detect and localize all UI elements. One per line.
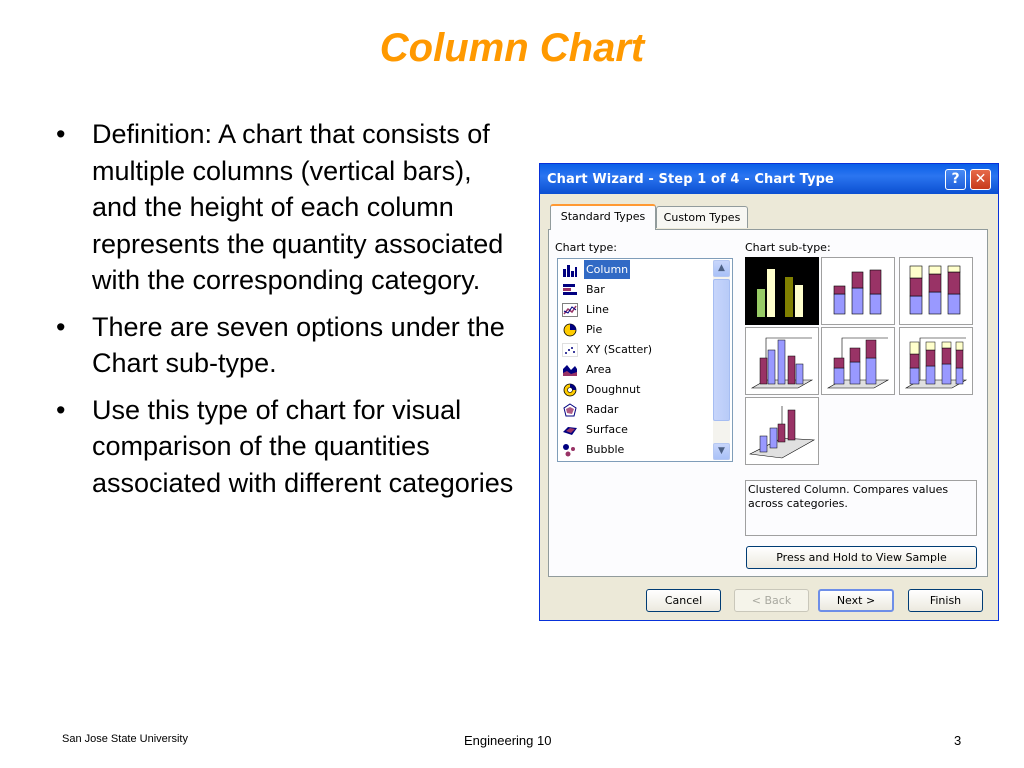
3d-stacked-column-icon [822, 328, 894, 394]
chart-wizard-dialog [539, 163, 999, 621]
3d-clustered-column-icon [746, 328, 818, 394]
list-item-label: Area [586, 363, 612, 376]
line-chart-icon [562, 303, 578, 317]
subtype-description: Clustered Column. Compares values across categories. [745, 480, 977, 536]
subtype-3d-column[interactable] [745, 397, 819, 465]
dialog-titlebar[interactable] [540, 164, 998, 194]
area-chart-icon [562, 363, 578, 377]
list-item-bubble[interactable] [560, 440, 710, 459]
3d-column-icon [746, 398, 818, 464]
list-item-label: Radar [586, 403, 619, 416]
bullet-text: Use this type of chart for visual comparison of the quantities associated with different categories [92, 394, 514, 498]
footer-course: Engineering 10 [464, 733, 552, 748]
list-item-label: Line [586, 303, 609, 316]
bullet-text: Definition: A chart that consists of multiple columns (vertical bars), and the height of each column represents the quantity associated with the corresponding category. [92, 119, 504, 295]
stacked-column-icon [822, 258, 894, 324]
scroll-down-button[interactable] [713, 443, 730, 460]
bullet-glyph: • [56, 394, 66, 425]
back-button[interactable]: < Back [734, 589, 809, 612]
scroll-thumb[interactable] [713, 279, 730, 421]
view-sample-button[interactable]: Press and Hold to View Sample [746, 546, 977, 569]
subtype-3d-100-stacked-column[interactable] [899, 327, 973, 395]
bullet-glyph: • [56, 311, 66, 342]
subtype-3d-stacked-column[interactable] [821, 327, 895, 395]
bullet-glyph: • [56, 119, 66, 149]
scroll-down-icon: ▼ [718, 446, 725, 456]
chart-type-list[interactable] [557, 258, 733, 462]
clustered-column-icon [747, 259, 817, 323]
pie-chart-icon [562, 323, 578, 337]
next-button[interactable]: Next > [818, 589, 894, 612]
bubble-chart-icon [562, 443, 578, 457]
chart-subtype-label: Chart sub-type: [745, 241, 831, 254]
bar-chart-icon [562, 283, 578, 297]
bullet-list [52, 116, 522, 511]
list-item-label: Bubble [586, 443, 625, 456]
scroll-up-button[interactable] [713, 260, 730, 277]
scroll-up-icon: ▲ [718, 263, 725, 273]
bullet-item [52, 116, 522, 299]
bullet-text: There are seven options under the Chart sub-type. [92, 311, 505, 378]
list-item-label: Column [584, 260, 630, 279]
list-item-column[interactable] [560, 260, 710, 279]
subtype-3d-clustered-column[interactable] [745, 327, 819, 395]
slide-title: Column Chart [379, 26, 645, 70]
list-item-scatter[interactable] [560, 340, 710, 359]
tab-custom-types[interactable]: Custom Types [656, 206, 748, 228]
list-item-label: Bar [586, 283, 605, 296]
list-item-label: XY (Scatter) [586, 343, 653, 356]
list-item-pie[interactable] [560, 320, 710, 339]
list-item-line[interactable] [560, 300, 710, 319]
list-item-radar[interactable] [560, 400, 710, 419]
subtype-100-stacked-column[interactable] [899, 257, 973, 325]
subtype-stacked-column[interactable] [821, 257, 895, 325]
bullet-item [52, 392, 522, 502]
list-item-bar[interactable] [560, 280, 710, 299]
subtype-clustered-column[interactable] [745, 257, 819, 325]
list-item-label: Doughnut [586, 383, 641, 396]
list-item-surface[interactable] [560, 420, 710, 439]
close-button[interactable] [970, 169, 991, 190]
scatter-chart-icon [562, 343, 578, 357]
bullet-item [52, 309, 522, 382]
chart-type-label: Chart type: [555, 241, 618, 254]
help-button[interactable] [945, 169, 966, 190]
list-item-label: Pie [586, 323, 603, 336]
percent-stacked-column-icon [900, 258, 972, 324]
3d-percent-stacked-column-icon [900, 328, 972, 394]
list-scrollbar[interactable] [713, 260, 730, 460]
list-item-doughnut[interactable] [560, 380, 710, 399]
footer-institution: San Jose State University [62, 733, 188, 745]
dialog-title: Chart Wizard - Step 1 of 4 - Chart Type [547, 172, 834, 187]
column-chart-icon [562, 263, 578, 277]
footer-page-number: 3 [954, 733, 962, 748]
surface-chart-icon [562, 423, 578, 437]
list-item-area[interactable] [560, 360, 710, 379]
close-icon: ✕ [974, 171, 987, 187]
tab-standard-types[interactable]: Standard Types [550, 204, 656, 230]
finish-button[interactable]: Finish [908, 589, 983, 612]
radar-chart-icon [562, 403, 578, 417]
doughnut-chart-icon [562, 383, 578, 397]
help-icon: ? [951, 171, 960, 187]
list-item-label: Surface [586, 423, 628, 436]
cancel-button[interactable]: Cancel [646, 589, 721, 612]
